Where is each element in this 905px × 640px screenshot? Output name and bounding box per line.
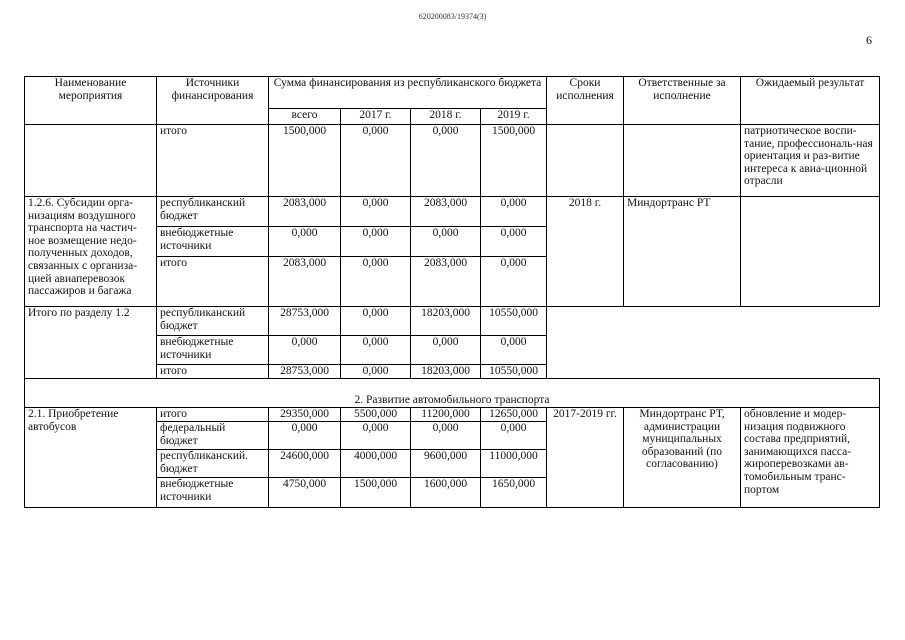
section-title: 2. Развитие автомобильного транспорта <box>25 379 880 408</box>
source-cell: итого <box>157 257 269 307</box>
y2019-cell: 0,000 <box>481 257 547 307</box>
responsible-cell <box>624 125 741 197</box>
table-row <box>25 408 880 422</box>
empty-cell <box>547 307 880 379</box>
y2017-cell: 0,000 <box>341 307 411 336</box>
y2019-cell: 1650,000 <box>481 478 547 508</box>
y2018-cell: 9600,000 <box>411 450 481 478</box>
responsible-cell: Миндортранс РТ, администрации муниципальных образований (по согласованию) <box>624 408 741 508</box>
y2018-cell: 0,000 <box>411 336 481 365</box>
source-cell: итого <box>157 365 269 379</box>
y2017-cell: 0,000 <box>341 422 411 450</box>
total-cell: 29350,000 <box>269 408 341 422</box>
source-cell: республиканский бюджет <box>157 197 269 227</box>
source-cell: итого <box>157 125 269 197</box>
source-cell: республиканский бюджет <box>157 307 269 336</box>
total-cell: 2083,000 <box>269 197 341 227</box>
responsible-cell: Миндортранс РТ <box>624 197 741 307</box>
source-cell: итого <box>157 408 269 422</box>
total-cell: 28753,000 <box>269 365 341 379</box>
total-cell: 2083,000 <box>269 257 341 307</box>
header-total: всего <box>269 109 341 125</box>
y2018-cell: 18203,000 <box>411 365 481 379</box>
section-row <box>25 379 880 408</box>
y2019-cell: 0,000 <box>481 197 547 227</box>
event-name-cell: 2.1. Приобретение автобусов <box>25 408 157 508</box>
header-row <box>25 77 880 109</box>
total-cell: 1500,000 <box>269 125 341 197</box>
financing-table <box>24 76 880 508</box>
table-row <box>25 197 880 227</box>
result-cell <box>741 197 880 307</box>
total-cell: 0,000 <box>269 227 341 257</box>
y2019-cell: 0,000 <box>481 336 547 365</box>
total-cell: 0,000 <box>269 336 341 365</box>
header-result: Ожидаемый результат <box>741 77 880 125</box>
y2017-cell: 0,000 <box>341 197 411 227</box>
terms-cell: 2017-2019 гг. <box>547 408 624 508</box>
y2018-cell: 0,000 <box>411 125 481 197</box>
terms-cell: 2018 г. <box>547 197 624 307</box>
y2018-cell: 18203,000 <box>411 307 481 336</box>
y2019-cell: 12650,000 <box>481 408 547 422</box>
total-cell: 28753,000 <box>269 307 341 336</box>
event-name-cell <box>25 125 157 197</box>
total-cell: 24600,000 <box>269 450 341 478</box>
source-cell: внебюджетные источники <box>157 227 269 257</box>
y2017-cell: 0,000 <box>341 257 411 307</box>
y2017-cell: 4000,000 <box>341 450 411 478</box>
result-cell: патриотическое воспи-тание, профессиональ-ная ориентация и раз-витие интереса к авиа-ционной отрасли <box>741 125 880 197</box>
total-cell: 0,000 <box>269 422 341 450</box>
y2017-cell: 5500,000 <box>341 408 411 422</box>
table-row <box>25 307 880 336</box>
y2019-cell: 0,000 <box>481 422 547 450</box>
y2018-cell: 2083,000 <box>411 197 481 227</box>
header-2017: 2017 г. <box>341 109 411 125</box>
y2019-cell: 10550,000 <box>481 365 547 379</box>
y2018-cell: 0,000 <box>411 422 481 450</box>
header-2018: 2018 г. <box>411 109 481 125</box>
y2019-cell: 10550,000 <box>481 307 547 336</box>
y2018-cell: 1600,000 <box>411 478 481 508</box>
y2019-cell: 1500,000 <box>481 125 547 197</box>
header-terms: Сроки исполнения <box>547 77 624 125</box>
table-row <box>25 125 880 197</box>
y2017-cell: 0,000 <box>341 227 411 257</box>
terms-cell <box>547 125 624 197</box>
y2018-cell: 0,000 <box>411 227 481 257</box>
page-number: 6 <box>866 33 872 47</box>
header-sources: Источники финансирования <box>157 77 269 125</box>
y2018-cell: 11200,000 <box>411 408 481 422</box>
result-cell: обновление и модер-низация подвижного состава предприятий, занимающихся пасса-жироперевозками ав-томобильным транс-портом <box>741 408 880 508</box>
source-cell: внебюджетные источники <box>157 336 269 365</box>
y2018-cell: 2083,000 <box>411 257 481 307</box>
y2017-cell: 0,000 <box>341 365 411 379</box>
source-cell: федеральный бюджет <box>157 422 269 450</box>
source-cell: внебюджетные источники <box>157 478 269 508</box>
header-event-name: Наименование мероприятия <box>25 77 157 125</box>
header-2019: 2019 г. <box>481 109 547 125</box>
y2017-cell: 0,000 <box>341 125 411 197</box>
y2019-cell: 11000,000 <box>481 450 547 478</box>
header-sum: Сумма финансирования из республиканского бюджета <box>269 77 547 109</box>
y2019-cell: 0,000 <box>481 227 547 257</box>
event-name-cell: Итого по разделу 1.2 <box>25 307 157 379</box>
y2017-cell: 0,000 <box>341 336 411 365</box>
total-cell: 4750,000 <box>269 478 341 508</box>
header-responsible: Ответственные за исполнение <box>624 77 741 125</box>
event-name-cell: 1.2.6. Субсидии орга-низациям воздушного транспорта на частич-ное возмещение недо-полученных доходов, связанных с организа-цией авиаперевозок пассажиров и багажа <box>25 197 157 307</box>
y2017-cell: 1500,000 <box>341 478 411 508</box>
document-id: 620200083/19374(3) <box>418 12 487 21</box>
source-cell: республиканский. бюджет <box>157 450 269 478</box>
